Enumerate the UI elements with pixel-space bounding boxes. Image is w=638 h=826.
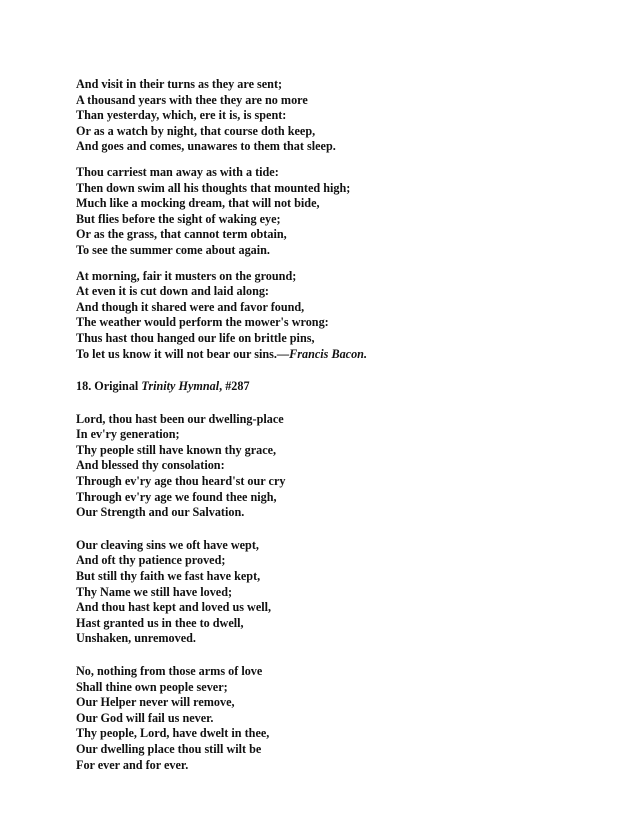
hymn-line: But still thy faith we fast have kept,: [76, 569, 261, 584]
section-spacer: [76, 395, 616, 412]
hymn-stanza-3: [76, 664, 616, 773]
poem-line: Or as the grass, that cannot term obtain,: [76, 227, 287, 242]
hymn-line: No, nothing from those arms of love: [76, 664, 263, 678]
section-suffix: , #287: [219, 379, 250, 394]
hymn-line: Lord, thou hast been our dwelling-place: [76, 411, 284, 426]
hymn-line: And thou hast kept and loved us well,: [76, 600, 272, 615]
stanza-spacer: [76, 647, 616, 664]
stanza-spacer: [76, 259, 616, 269]
section-spacer: [76, 362, 616, 379]
hymn-stanza-1: [76, 412, 616, 521]
section-heading: [76, 379, 616, 395]
hymn-line: Thy people still have known thy grace,: [76, 442, 277, 457]
section-title: Trinity Hymnal: [141, 379, 220, 394]
document-page: [76, 77, 616, 773]
poem-line: The weather would perform the mower's wrong:: [76, 315, 329, 330]
stanza-spacer: [76, 521, 616, 538]
hymn-line: Our dwelling place thou still wilt be: [76, 741, 262, 756]
poem-line: A thousand years with thee they are no more: [76, 92, 308, 107]
poem-line: Thus hast thou hanged our life on brittle pins,: [76, 330, 315, 345]
hymn-line: Through ev'ry age thou heard'st our cry: [76, 474, 286, 489]
poem-line: Much like a mocking dream, that will not bide,: [76, 196, 320, 211]
hymn-stanza-2: [76, 538, 616, 647]
hymn-line: Thy Name we still have loved;: [76, 584, 233, 599]
poem-line: And though it shared were and favor found,: [76, 299, 305, 314]
hymn-line: Through ev'ry age we found thee nigh,: [76, 489, 277, 504]
poem-line: To see the summer come about again.: [76, 242, 270, 257]
poem-line: But flies before the sight of waking eye;: [76, 211, 281, 226]
hymn-line: And blessed thy consolation:: [76, 458, 225, 473]
hymn-line: Our cleaving sins we oft have wept,: [76, 537, 259, 552]
hymn-line: Unshaken, unremoved.: [76, 631, 196, 646]
poem-stanza-3: [76, 269, 616, 363]
poem-line: Then down swim all his thoughts that mounted high;: [76, 180, 351, 195]
hymn-line: Hast granted us in thee to dwell,: [76, 615, 244, 630]
poem-stanza-2: [76, 165, 616, 259]
hymn-line: Our God will fail us never.: [76, 710, 214, 725]
poem-line: Than yesterday, which, ere it is, is spent:: [76, 108, 287, 123]
hymn-line: Our Strength and our Salvation.: [76, 505, 245, 520]
hymn-line: In ev'ry generation;: [76, 427, 180, 442]
poem-line: Or as a watch by night, that course doth keep,: [76, 123, 316, 138]
poem-line: And goes and comes, unawares to them that sleep.: [76, 139, 336, 154]
poem-last-line: [76, 347, 616, 363]
poem-line: At even it is cut down and laid along:: [76, 284, 269, 299]
hymn-line: For ever and for ever.: [76, 757, 189, 772]
poem-line: And visit in their turns as they are sent;: [76, 77, 283, 91]
poem-line-text: To let us know it will not bear our sins.—: [76, 346, 290, 361]
poem-stanza-1: [76, 77, 616, 155]
poem-line: Thou carriest man away as with a tide:: [76, 164, 279, 179]
hymn-line: Shall thine own people sever;: [76, 679, 228, 694]
hymn-line: And oft thy patience proved;: [76, 553, 226, 568]
poem-attribution: Francis Bacon.: [289, 346, 367, 361]
section-prefix: 18. Original: [76, 379, 142, 394]
hymn-line: Our Helper never will remove,: [76, 695, 235, 710]
hymn-line: Thy people, Lord, have dwelt in thee,: [76, 726, 270, 741]
stanza-spacer: [76, 155, 616, 165]
poem-line: At morning, fair it musters on the ground;: [76, 268, 297, 283]
